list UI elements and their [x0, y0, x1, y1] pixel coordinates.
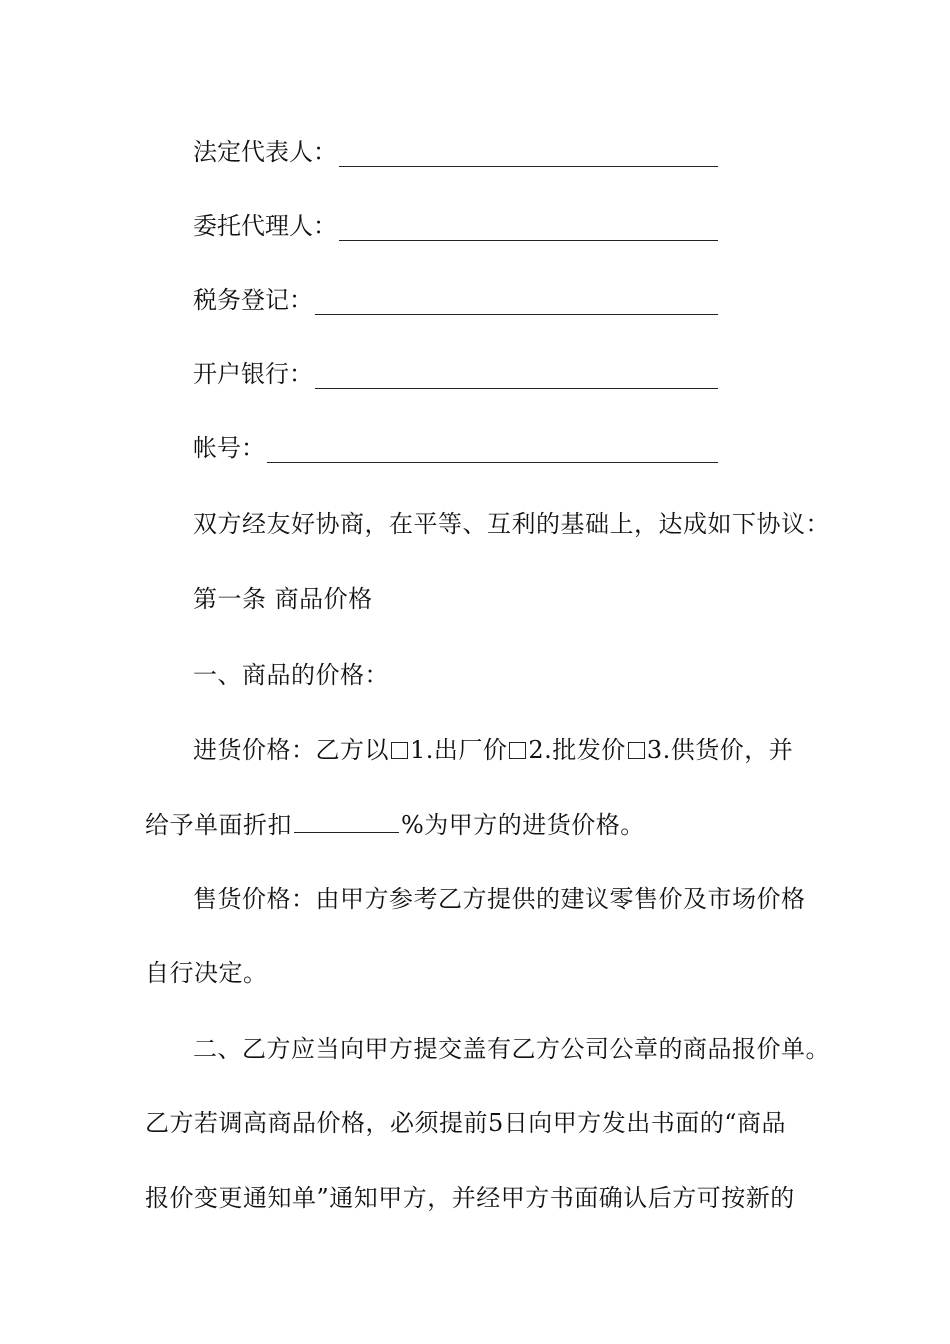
purchase-price-line-1	[193, 735, 793, 765]
supply-price-checkbox[interactable]	[628, 742, 645, 759]
field-label: 帐号：	[193, 434, 265, 462]
sale-price-line-1: 售货价格：由甲方参考乙方提供的建议零售价及市场价格	[193, 885, 806, 913]
section-2-line-3: 报价变更通知单”通知甲方，并经甲方书面确认后方可按新的	[145, 1184, 795, 1212]
purchase-price-prefix: 进货价格：乙方以	[193, 736, 389, 764]
account-number-field	[193, 433, 718, 463]
fill-in-blank[interactable]	[339, 144, 718, 167]
section-2-line-1: 二、乙方应当向甲方提交盖有乙方公司公章的商品报价单。	[193, 1035, 830, 1063]
discount-blank[interactable]	[294, 812, 399, 833]
field-label: 委托代理人：	[193, 212, 337, 240]
sale-price-line-2: 自行决定。	[145, 959, 268, 987]
option-1-label: 1.出厂价	[410, 736, 508, 764]
tax-registration-field	[193, 285, 718, 315]
purchase-price-line-2	[145, 810, 645, 840]
field-label: 税务登记：	[193, 286, 313, 314]
discount-prefix: 给予单面折扣	[145, 811, 292, 839]
option-3-label: 3.供货价，并	[646, 736, 794, 764]
section-2-line-2: 乙方若调高商品价格，必须提前5日向甲方发出书面的“商品	[145, 1109, 787, 1137]
legal-representative-field	[193, 137, 718, 167]
fill-in-blank[interactable]	[315, 292, 718, 315]
fill-in-blank[interactable]	[315, 366, 718, 389]
option-2-label: 2.批发价	[528, 736, 626, 764]
article-1-title: 第一条 商品价格	[193, 585, 373, 613]
agreement-intro: 双方经友好协商，在平等、互利的基础上，达成如下协议：	[193, 510, 830, 538]
discount-suffix: %为甲方的进货价格。	[401, 811, 645, 839]
fill-in-blank[interactable]	[339, 218, 718, 241]
field-label: 开户银行：	[193, 360, 313, 388]
bank-field	[193, 359, 718, 389]
factory-price-checkbox[interactable]	[391, 742, 408, 759]
authorized-agent-field	[193, 211, 718, 241]
fill-in-blank[interactable]	[267, 440, 718, 463]
field-label: 法定代表人：	[193, 138, 337, 166]
section-1-title: 一、商品的价格：	[193, 661, 389, 689]
wholesale-price-checkbox[interactable]	[509, 742, 526, 759]
